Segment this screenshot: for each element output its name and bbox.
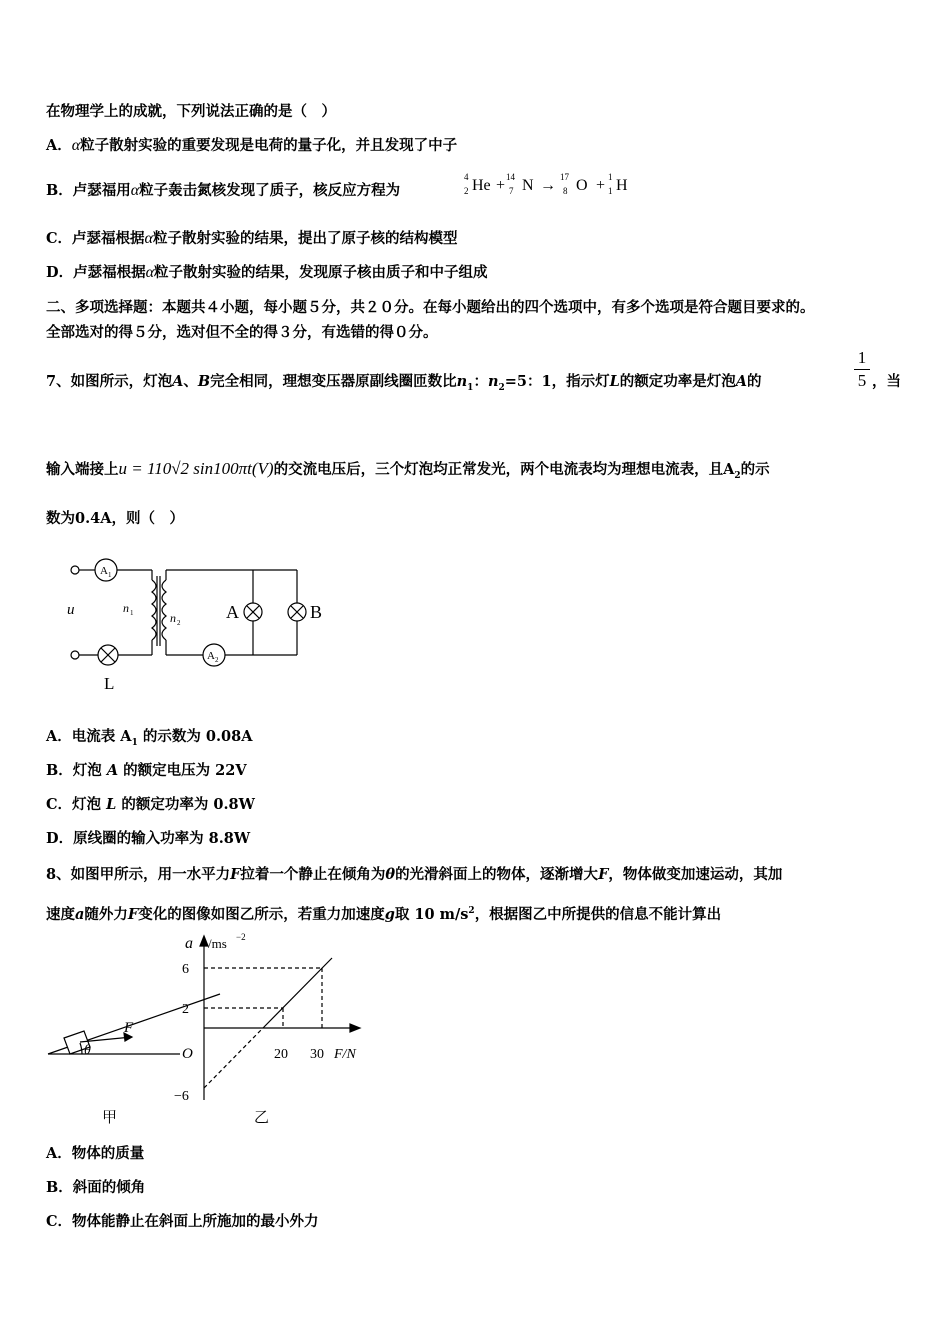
input-terminal-top (71, 566, 79, 574)
input-terminal-bottom (71, 651, 79, 659)
q6-stem: 在物理学上的成就，下列说法正确的是（ ） (46, 103, 336, 120)
h-mass: 1 (608, 172, 613, 182)
n-mass: 14 (506, 172, 515, 182)
q8-stem-line1: 8、如图甲所示，用一水平力F拉着一个静止在倾角为θ的光滑斜面上的物体，逐渐增大F，物体做变加速运动，其加 (46, 866, 783, 883)
tick-20: 20 (274, 1047, 288, 1062)
a2-label: A (207, 650, 215, 662)
n-symbol: N (522, 177, 534, 194)
fraction-numerator: 1 (857, 348, 867, 367)
fraction-one-fifth (854, 348, 870, 391)
a-axis-label: a (185, 935, 193, 952)
lamp-b-label: B (310, 602, 323, 622)
q7-stem-line3: 数为0.4A，则（ ） (46, 510, 184, 527)
tick-2: 2 (182, 1002, 189, 1017)
arrow: → (540, 177, 556, 194)
secondary-coil (162, 580, 166, 640)
q8-option-a: A．物体的质量 (46, 1145, 145, 1162)
q8-option-b: B．斜面的倾角 (46, 1179, 146, 1196)
a-axis-unit-exp: −2 (236, 932, 246, 942)
he-mass: 4 (464, 172, 469, 182)
section2-heading-line1: 二、多项选择题：本题共４小题，每小题５分，共２０分。在每小题给出的四个选项中，有多个选项是符合题目要求的。 (46, 299, 815, 316)
tick-minus6: −6 (174, 1089, 189, 1104)
tick-6: 6 (182, 962, 189, 977)
q7-stem-line1: 7、如图所示，灯泡A、B完全相同，理想变压器原副线圈匝数比$n_1$：$n_2=5$：1，指示灯L的额定功率是灯泡A的 (46, 373, 762, 393)
q6-option-a: A．α粒子散射实验的重要发现是电荷的量子化，并且发现了中子 (46, 137, 458, 154)
q6-option-c: C．卢瑟福根据α粒子散射实验的结果，提出了原子核的结构模型 (46, 230, 458, 247)
n-charge: 7 (509, 186, 514, 196)
q7-option-a: A．电流表 $A_1$ 的示数为 0.08A (46, 728, 253, 748)
voltage-formula: u = 110√2 sin100πt(V) (118, 459, 274, 478)
he-charge: 2 (464, 186, 469, 196)
q6-option-b: B．卢瑟福用α粒子轰击氮核发现了质子，核反应方程为 (46, 182, 401, 199)
q7-option-c: C．灯泡 L 的额定功率为 0.8W (46, 796, 255, 813)
fraction-denominator: 5 (857, 371, 867, 390)
theta-label: θ (84, 1043, 91, 1058)
transformer-circuit-diagram (60, 550, 330, 695)
primary-coil (152, 580, 156, 640)
o-mass: 17 (560, 172, 569, 182)
alpha-symbol: α (71, 137, 81, 154)
dash-extension (204, 1028, 263, 1088)
n2-label: n (170, 611, 176, 625)
svg-text:2: 2 (215, 656, 219, 664)
svg-text:1: 1 (108, 571, 112, 579)
a1-label: A (100, 565, 108, 577)
f-axis-label: F/N (334, 1047, 356, 1062)
input-voltage-label: u (67, 602, 75, 618)
a-axis-unit: /ms (208, 936, 227, 951)
h-charge: 1 (608, 186, 613, 196)
fig-yi-label: 乙 (254, 1110, 270, 1126)
o-charge: 8 (563, 186, 568, 196)
he-symbol: He (472, 177, 491, 194)
origin-label: O (182, 1046, 193, 1062)
svg-text:1: 1 (130, 609, 134, 617)
q7-option-d: D．原线圈的输入功率为 8.8W (46, 830, 251, 847)
q7-stem-line1-end: ，当 (872, 373, 901, 390)
n1-label: n (123, 601, 129, 615)
q7-stem-line2: 输入端接上u = 110√2 sin100πt(V)的交流电压后，三个灯泡均正常发光，两个电流表均为理想电流表，且$A_2$的示 (46, 459, 770, 481)
h-symbol: H (616, 177, 628, 194)
svg-text:2: 2 (177, 619, 181, 627)
section2-heading-line2: 全部选对的得５分，选对但不全的得３分，有选错的得０分。 (46, 324, 438, 341)
lamp-l-label: L (104, 674, 115, 693)
lamp-a-label: A (226, 602, 239, 622)
tick-30: 30 (310, 1047, 324, 1062)
nuclear-equation (462, 170, 642, 200)
fig-jia-label: 甲 (102, 1110, 118, 1126)
plus-2: + (596, 177, 606, 194)
plus-1: + (496, 177, 506, 194)
q8-option-c: C．物体能静止在斜面上所施加的最小外力 (46, 1213, 319, 1230)
q7-option-b: B．灯泡 A 的额定电压为 22V (46, 762, 247, 779)
q8-figure (40, 930, 380, 1130)
q8-stem-line2: 速度a随外力F变化的图像如图乙所示，若重力加速度g取 10 $m/s^2$，根据图乙中所提供的信息不能计算出 (46, 905, 722, 923)
o-symbol: O (576, 177, 588, 194)
q6-option-d: D．卢瑟福根据α粒子散射实验的结果，发现原子核由质子和中子组成 (46, 264, 488, 281)
force-label: F (124, 1020, 134, 1036)
